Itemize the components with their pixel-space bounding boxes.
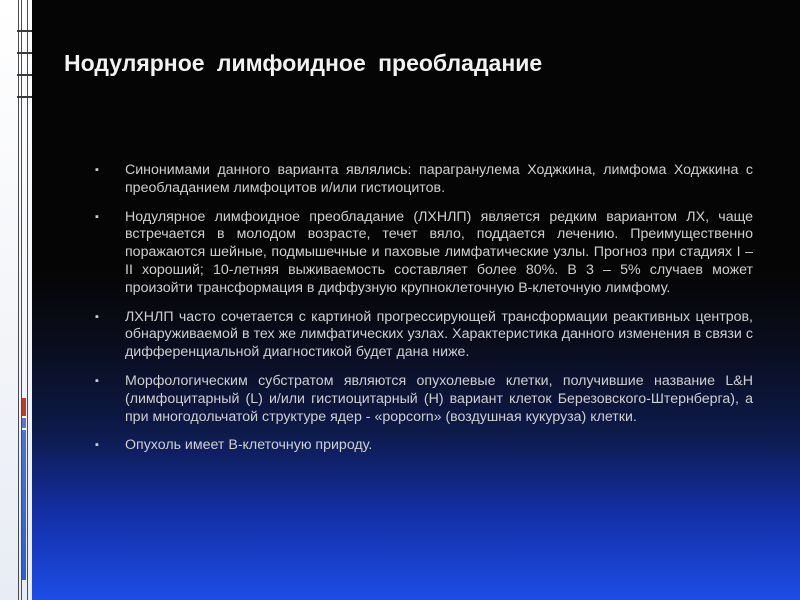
list-item-text: Морфологическим субстратом являются опухолевые клетки, получившие название L&H (лимфоцитарный (L) и/или гистиоцитарный (H) вариант клеток Березовского-Штернберга), а при многодольчатой структуре ядер - «popcorn» (воздушная кукуруза) клетки. (125, 372, 753, 425)
bullet-icon: ▪ (95, 210, 99, 223)
slide-title: Нодулярное лимфоидное преобладание (64, 50, 543, 76)
bullet-icon: ▪ (95, 164, 99, 176)
bullet-icon: ▪ (95, 439, 99, 452)
decor-line (27, 0, 28, 600)
accent-bar-blue-long (22, 430, 26, 580)
decor-grid-mark (17, 96, 32, 98)
bullet-icon: ▪ (95, 374, 99, 387)
decor-grid-mark (17, 30, 32, 32)
accent-bar-blue (22, 418, 26, 428)
accent-bar-red (22, 398, 26, 416)
sidebar-decoration (0, 0, 32, 600)
list-item-text: Синонимами данного варианта являлись: парагранулема Ходжкина, лимфома Ходжкина с преобладанием лимфоцитов и/или гистиоцитов. (125, 162, 753, 196)
list-item (93, 309, 753, 362)
list-item (93, 373, 753, 426)
decor-grid-mark (17, 52, 32, 54)
list-item-text: Нодулярное лимфоидное преобладание (ЛХНЛП) является редким вариантом ЛХ, чаще встречается в молодом возрасте, течет вяло, поддается лечению. Преимущественно поражаются шейные, подмышечные и паховые лимфатические узлы. Прогноз при стадиях I – II хороший; 10-летняя выживаемость составляет более 80%. В 3 – 5% случаев может произойти трансформация в диффузную крупноклеточную В-клеточную лимфому. (125, 208, 753, 296)
list-item-text: Опухоль имеет В-клеточную природу. (125, 437, 373, 454)
decor-grid-mark (17, 74, 32, 76)
bullet-list (93, 162, 753, 466)
list-item (93, 162, 753, 198)
list-item (93, 209, 753, 298)
list-item (93, 437, 753, 455)
bullet-icon: ▪ (95, 310, 99, 323)
decor-line (18, 0, 19, 600)
list-item-text: ЛХНЛП часто сочетается с картиной прогрессирующей трансформации реактивных центров, обнаруживаемой в тех же лимфатических узлах. Характеристика данного изменения в связи с дифференциальной диагностикой будет дана ниже. (125, 308, 753, 361)
